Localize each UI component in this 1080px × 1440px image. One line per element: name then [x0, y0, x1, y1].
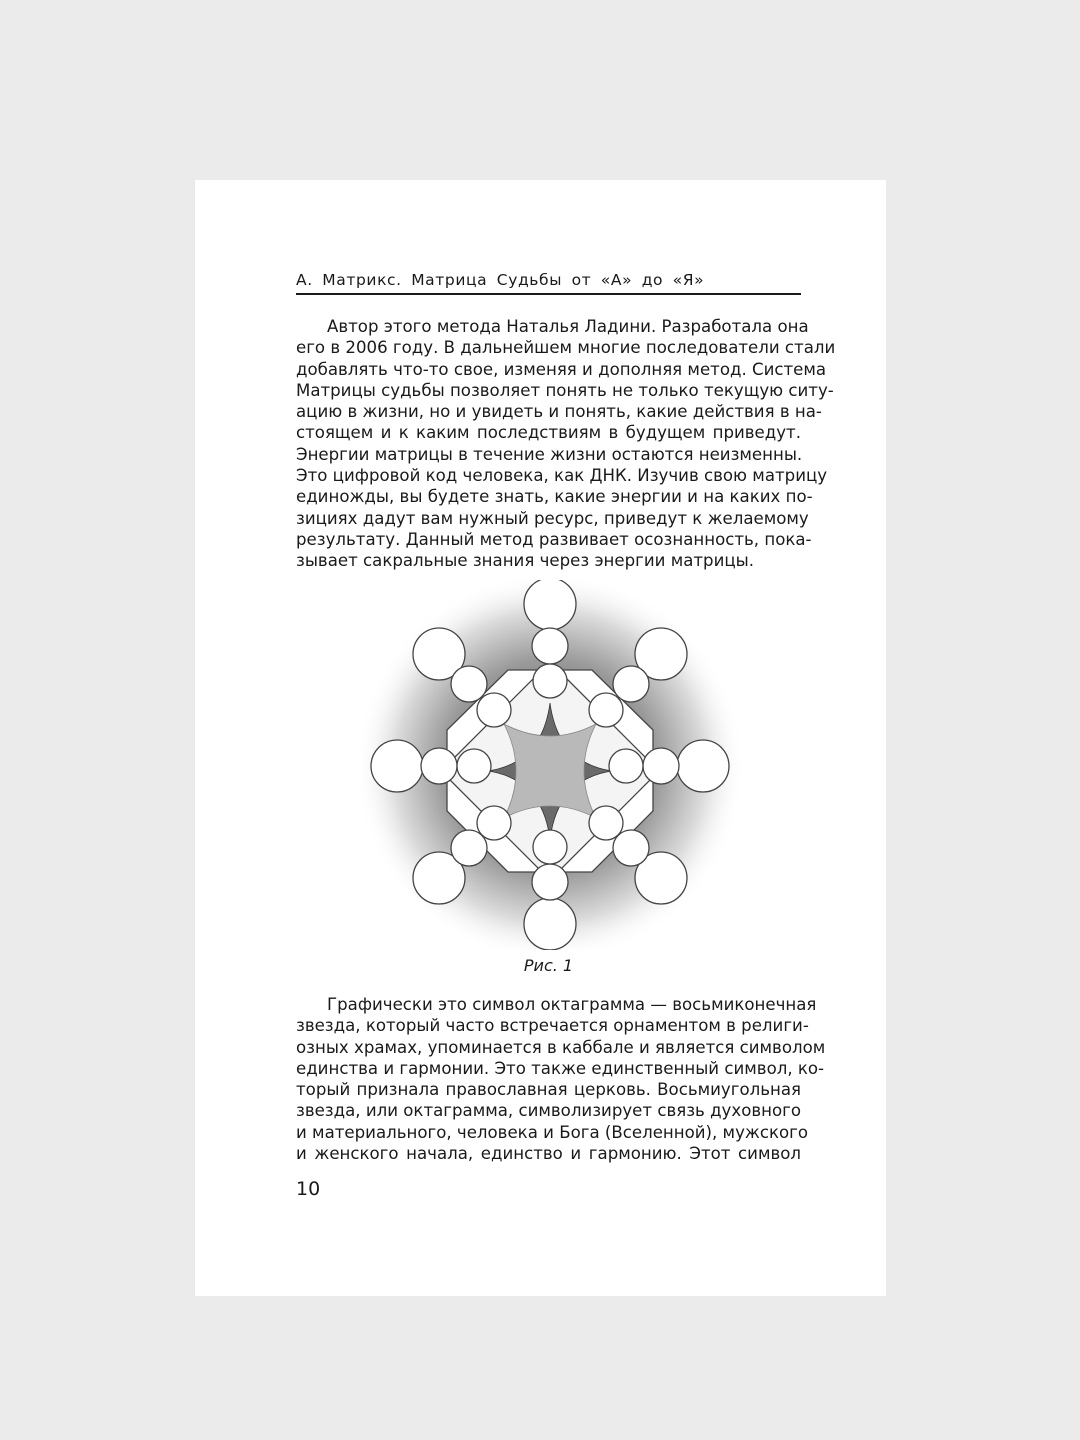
center-square [504, 724, 596, 818]
paragraph-2 [296, 994, 826, 1164]
node-inner-bottom [533, 830, 567, 864]
node-outer-top [524, 580, 576, 630]
text-line: Автор этого метода Наталья Ладини. Разработала она [327, 317, 809, 336]
text-line: зывает сакральные знания через энергии матрицы. [296, 551, 755, 571]
text-line: добавлять что-то свое, изменяя и дополняя метод. Система [296, 359, 827, 379]
node-middle-left [421, 748, 457, 784]
text-line: ацию в жизни, но и увидеть и понять, какие действия в на- [296, 402, 822, 422]
text-line: озных храмах, упоминается в каббале и является символом [296, 1037, 826, 1057]
running-header: А. Матрикс. Матрица Судьбы от «А» до «Я» [296, 271, 801, 295]
text-line: звезда, который часто встречается орнаментом в религи- [296, 1016, 809, 1036]
page-number: 10 [296, 1178, 321, 1200]
text-line: торый признала православная церковь. Восьмиугольная [296, 1080, 801, 1100]
node-inner-bottom-right [589, 806, 623, 840]
node-middle-right [643, 748, 679, 784]
node-inner-top-right [589, 693, 623, 727]
text-line: Энергии матрицы в течение жизни остаются неизменны. [296, 444, 803, 464]
node-outer-bottom [524, 898, 576, 950]
node-middle-top-left [451, 666, 487, 702]
text-line: и женского начала, единство и гармонию. Этот символ [296, 1144, 801, 1164]
text-line: единожды, вы будете знать, какие энергии и на каких по- [296, 487, 813, 507]
node-inner-left [457, 749, 491, 783]
node-inner-top [533, 664, 567, 698]
text-line: и материального, человека и Бога (Вселенной), мужского [296, 1122, 809, 1142]
text-line: единства и гармонии. Это также единственный символ, ко- [296, 1058, 825, 1078]
book-page [195, 180, 886, 1296]
node-middle-bottom [532, 864, 568, 900]
text-line: звезда, или октаграмма, символизирует связь духовного [296, 1101, 801, 1121]
octagram-figure [361, 580, 741, 950]
node-outer-left [371, 740, 423, 792]
node-inner-right [609, 749, 643, 783]
text-line: Матрицы судьбы позволяет понять не только текущую ситу- [296, 380, 834, 400]
text-line: зициях дадут вам нужный ресурс, приведут к желаемому [296, 508, 809, 528]
text-line: его в 2006 году. В дальнейшем многие последователи стали [296, 338, 836, 358]
text-line: стоящем и к каким последствиям в будущем приведут. [296, 423, 801, 443]
text-line: Это цифровой код человека, как ДНК. Изучив свою матрицу [296, 466, 828, 486]
text-line: результату. Данный метод развивает осознанность, пока- [296, 529, 812, 549]
text-line: Графически это символ октаграмма — восьмиконечная [327, 995, 817, 1014]
paragraph-1 [296, 316, 836, 572]
node-middle-top [532, 628, 568, 664]
node-inner-bottom-left [477, 806, 511, 840]
figure-caption: Рис. 1 [523, 956, 574, 975]
node-outer-right [677, 740, 729, 792]
node-middle-top-right [613, 666, 649, 702]
node-inner-top-left [477, 693, 511, 727]
